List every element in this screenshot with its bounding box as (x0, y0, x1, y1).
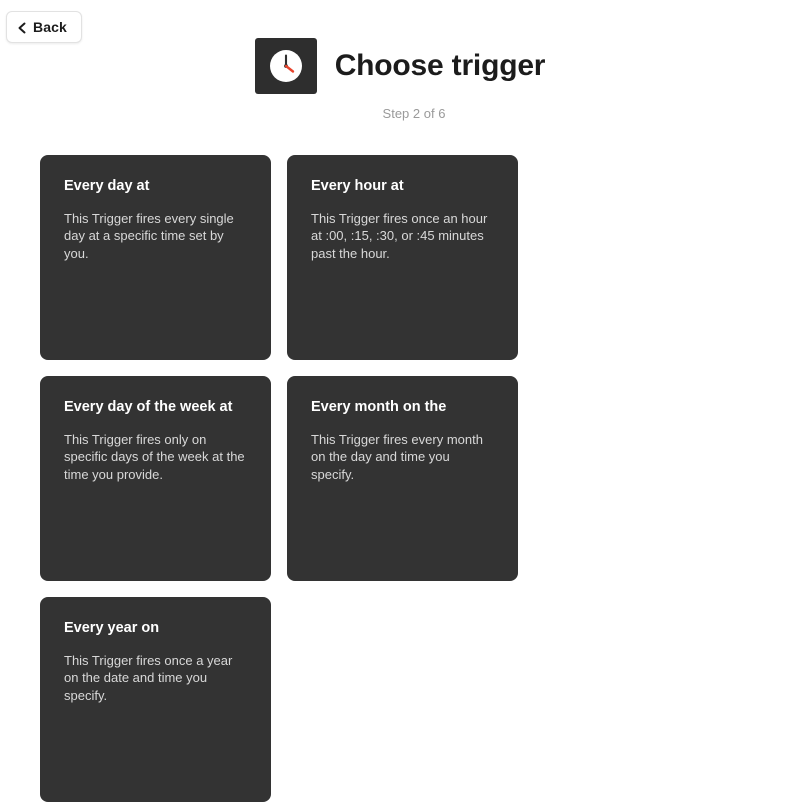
card-title: Every month on the (311, 399, 447, 415)
page-title: Choose trigger (334, 49, 546, 82)
page-header-row (255, 38, 546, 94)
trigger-card-every-year-on[interactable] (40, 597, 271, 802)
clock-icon (255, 38, 317, 94)
card-description: This Trigger fires only on specific days of the week at the time you provide. (64, 431, 245, 482)
card-description: This Trigger fires every single day at a specific time set by you. (64, 210, 234, 261)
trigger-card-every-month-on-the[interactable] (287, 376, 518, 581)
card-description: This Trigger fires once an hour at :00, :15, :30, or :45 minutes past the hour. (311, 210, 488, 261)
step-indicator: Step 2 of 6 (382, 106, 446, 121)
trigger-card-every-hour-at[interactable] (287, 155, 518, 360)
trigger-card-grid (40, 155, 760, 802)
card-description: This Trigger fires every month on the day and time you specify. (311, 431, 483, 482)
card-title: Every hour at (311, 178, 404, 194)
page-header (0, 38, 800, 121)
card-title: Every day of the week at (64, 399, 233, 415)
card-description: This Trigger fires once a year on the date and time you specify. (64, 652, 233, 703)
trigger-card-every-day-at[interactable] (40, 155, 271, 360)
card-title: Every day at (64, 178, 150, 194)
back-button-label: Back (33, 19, 67, 35)
card-title: Every year on (64, 620, 160, 636)
trigger-card-every-day-of-the-week-at[interactable] (40, 376, 271, 581)
chevron-left-icon (17, 22, 27, 32)
